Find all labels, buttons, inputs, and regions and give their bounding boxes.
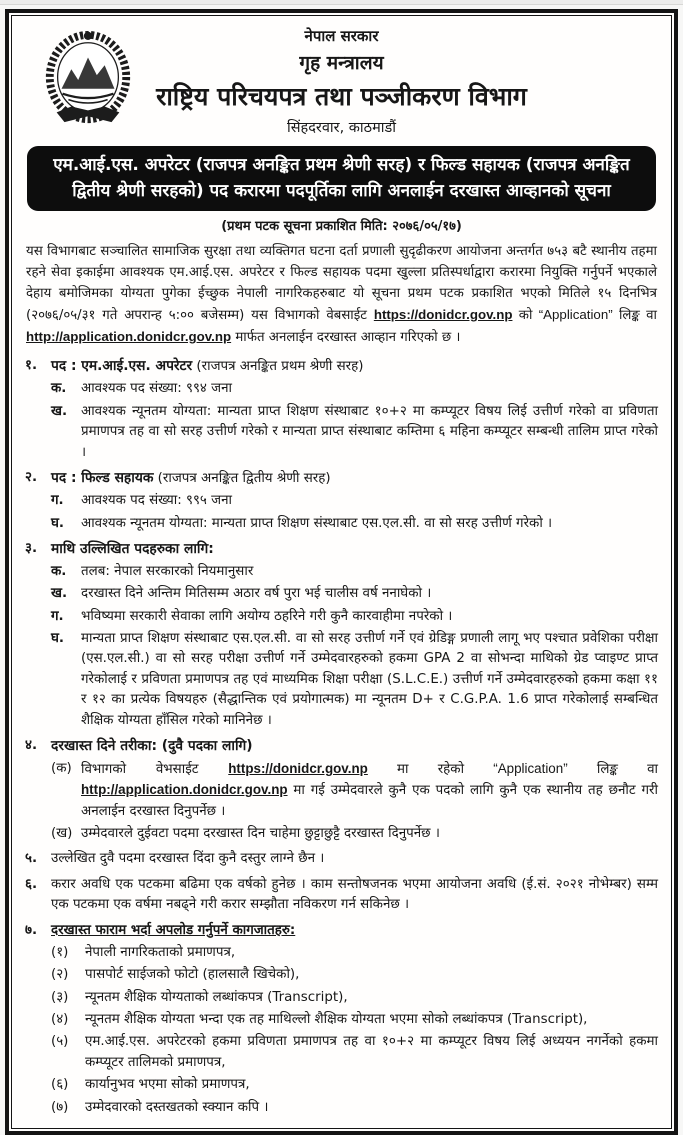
sub-item-letter: ग. (51, 608, 64, 624)
document-inner-border (11, 15, 672, 1129)
item-2-heading: पद : फिल्ड सहायक (राजपत्र अनङ्कित द्वितीय श्रेणी सरह) (51, 469, 331, 486)
item-number: ५. (25, 851, 38, 867)
list-item-6 (25, 875, 658, 916)
sub-item-letter: ख. (51, 586, 68, 602)
intro-text-3: मार्फत अनलाईन दरखास्त आव्हान गरिएको छ । (231, 330, 461, 345)
apply-method-clause: विभागको वेभसाईट https://donidcr.gov.np मा रहेको “Application” लिङ्क वा http://application.donidcr.gov.np मा गई उम्मेदवारले कुनै एक पदको लागि कुनै एक स्थानीय तह छनौट गरी अनलाईन दरखास्त दिनुपर्नेछ । (81, 760, 658, 819)
nepal-emblem-icon (37, 30, 139, 128)
post-name-mis-operator: एम.आई.एस. अपरेटर (81, 358, 193, 374)
list-item-7 (25, 921, 658, 1118)
document-sheet (5, 9, 678, 1135)
document-requirement (51, 1010, 658, 1030)
sub-item (51, 629, 658, 731)
computer-training-certificate: एम.आई.एस. अपरेटरको हकमा प्रविणता प्रमाणपत्र तह वा १०+२ मा कम्प्यूटर विषय लिई अध्ययन नगर्नेको हकमा कम्प्यूटर तालिमको प्रमाणपत्र, (85, 1034, 658, 1070)
ministry-name: गृह मन्त्रालय (299, 52, 384, 74)
government-name: नेपाल सरकार (304, 27, 379, 45)
transcript-higher: न्यूनतम शैक्षिक योग्यता भन्दा एक तह माथिल्लो शैक्षिक योग्यता भएमा सोको लब्धांकपत्र (Transcript), (85, 1012, 588, 1028)
sub-item-letter: (क) (51, 760, 72, 776)
experience-certificate: कार्यानुभव भएमा सोको प्रमाणपत्र, (85, 1077, 250, 1093)
item-number: २. (25, 469, 38, 485)
sub-item (51, 824, 658, 844)
document-requirement (51, 943, 658, 963)
age-clause: दरखास्त दिने अन्तिम मितिसम्म अठार वर्ष पुरा भई चालीस वर्ष ननाघेको । (81, 586, 432, 602)
documents-heading: दरखास्त फाराम भर्दा अपलोड गर्नुपर्ने कागजातहरु: (51, 922, 296, 938)
passport-photo: पासपोर्ट साईजको फोटो (हालसालै खिचेको), (85, 967, 300, 983)
item-number: १. (25, 358, 38, 373)
contract-period-clause: करार अवधि एक पटकमा बढिमा एक वर्षको हुनेछ । काम सन्तोषजनक भएमा आयोजना अवधि (ई.सं. २०२१ नोभेम्बर) सम्म एक पटकमा एक वर्षमा नबढ्ने गरी करार सम्झौता नविकरण गर्न सकिनेछ । (51, 876, 658, 913)
sub-item (51, 584, 658, 604)
scan-edge-strip (0, 0, 683, 5)
item-4-heading: दरखास्त दिने तरीका: (दुवै पदका लागि) (51, 737, 253, 754)
sub-item-letter: ख. (51, 403, 68, 419)
application-portal-link[interactable]: http://application.donidcr.gov.np (81, 782, 288, 798)
doc-number: (३) (51, 989, 69, 1005)
item-number: ७. (25, 922, 38, 938)
item-body (51, 468, 658, 534)
document-requirement (51, 1075, 658, 1095)
sub-item-letter: क. (51, 381, 67, 397)
item-body (51, 921, 658, 1118)
list-item-3 (25, 539, 658, 731)
transcript-minimum: न्यूनतम शैक्षिक योग्यताको लब्धांकपत्र (Transcript), (85, 989, 348, 1005)
nepal-emblem-graphic (37, 30, 139, 128)
item-number: ४. (25, 737, 38, 753)
sub-item-letter: घ. (51, 631, 65, 647)
published-date-line: (प्रथम पटक सूचना प्रकाशित मिति: २०७६/०५/१७) (221, 219, 462, 234)
item-body (51, 736, 658, 844)
qualification-mis: आवश्यक न्यूनतम योग्यता: मान्यता प्राप्त शिक्षण संस्थाबाट १०+२ मा कम्प्यूटर विषय लिई उत्तीर्ण गरेको वा प्रविणता प्रमाणपत्र तह वा सो सरह उत्तीर्ण गरेको र मान्यता प्राप्त संस्थाबाट कम्तिमा ६ महिना कम्प्यूटर सम्बन्धी तालिम प्राप्त गरेको । (81, 403, 658, 460)
sub-item (51, 514, 658, 534)
application-portal-link[interactable]: http://application.donidcr.gov.np (26, 329, 232, 344)
notice-title-banner (27, 146, 656, 211)
item-1-heading: पद : एम.आई.एस. अपरेटर (राजपत्र अनङ्कित प्रथम श्रेणी सरह) (51, 358, 364, 374)
document-requirement (51, 965, 658, 985)
list-item-2 (25, 468, 658, 534)
notice-title-text: एम.आई.एस. अपरेटर (राजपत्र अनङ्कित प्रथम श्रेणी सरह) र फिल्ड सहायक (राजपत्र अनङ्कित द्वितीय श्रेणी सरहको) पद करारमा पदपूर्तिका लागि अनलाईन दरखास्त आव्हानको सूचना (53, 155, 630, 201)
item-number: ३. (25, 541, 38, 556)
department-address: सिंहदरवार, काठमाडौं (286, 120, 397, 136)
salary-clause: तलब: नेपाल सरकारको नियमानुसार (81, 563, 254, 579)
item-body (51, 356, 658, 463)
citizenship-certificate: नेपाली नागरिकताको प्रमाणपत्र, (85, 944, 236, 960)
doc-number: (४) (51, 1012, 69, 1028)
doc-number: (६) (51, 1077, 69, 1093)
intro-text-2: को “Application” लिङ्क वा (512, 307, 657, 322)
document-header (25, 22, 658, 139)
sub-item-letter: (ख) (51, 826, 73, 842)
doc-number: (१) (51, 944, 69, 960)
signature-scan-copy: उम्मेदवारको दस्तखतको स्क्यान कपि । (85, 1099, 269, 1115)
doc-number: (५) (51, 1034, 69, 1050)
sub-item-letter: ग. (51, 493, 64, 509)
qualification-field: आवश्यक न्यूनतम योग्यता: मान्यता प्राप्त शिक्षण संस्थाबाट एस.एल.सी. वा सो सरह उत्तीर्ण गरेको । (81, 515, 553, 531)
intro-paragraph (26, 241, 657, 348)
sub-item-letter: घ. (51, 515, 65, 531)
document-requirement (51, 1032, 658, 1073)
list-item-4 (25, 736, 658, 844)
donidcr-website-link[interactable]: https://donidcr.gov.np (373, 307, 513, 322)
disqualification-clause: भविष्यमा सरकारी सेवाका लागि अयोग्य ठहरिने गरी कुनै कारवाहीमा नपरेको । (81, 608, 453, 624)
item-number: ६. (25, 876, 38, 892)
sub-item (51, 402, 658, 463)
list-item-5 (25, 849, 658, 869)
list-item-1 (25, 356, 658, 463)
intro-text-1: यस विभागबाट सञ्चालित सामाजिक सुरक्षा तथा व्यक्तिगत घटना दर्ता प्रणाली सुदृढीकरण आयोजना अन्तर्गत ७५३ बटै स्थानीय तहमा रहने सेवा इकाईमा आवश्यक एम.आई.एस. अपरेटर र फिल्ड सहायक पदमा खुल्ला प्रतिस्पर्धाद्वारा करारमा नियुक्ति गर्नुपर्ने भएकाले देहाय बमोजिमका योग्यता पुगेका ईच्छुक नेपाली नागरिकहरुबाट यो सूचना प्रथम पटक प्रकाशित भएको मितिले १५ दिनभित्र (२०७६/०५/३१ गते अपरान्ह ५:०० बजेसम्म) यस विभागको वेबसाईट (26, 244, 657, 323)
donidcr-website-link[interactable]: https://donidcr.gov.np (228, 760, 368, 776)
sub-item-letter: क. (51, 563, 67, 579)
sub-item (51, 607, 658, 627)
department-name: राष्ट्रिय परिचयपत्र तथा पञ्जीकरण विभाग (156, 82, 527, 111)
item-body (51, 539, 658, 731)
doc-number: (७) (51, 1099, 69, 1115)
sub-item (51, 562, 658, 582)
sub-item (51, 379, 658, 399)
document-requirement (51, 1098, 658, 1118)
required-posts-mis: आवश्यक पद संख्या: ९९४ जना (81, 381, 232, 397)
doc-number: (२) (51, 967, 69, 983)
document-requirement (51, 988, 658, 1008)
item-3-heading: माथि उल्लिखित पदहरुका लागि: (51, 541, 214, 557)
required-posts-field: आवश्यक पद संख्या: ९९५ जना (81, 493, 232, 509)
sub-item (51, 759, 658, 822)
post-name-field-assistant: फिल्ड सहायक (81, 469, 154, 486)
no-fee-clause: उल्लेखित दुवै पदमा दरखास्त दिंदा कुनै दस्तुर लाग्ने छैन । (51, 851, 325, 867)
two-post-apply-clause: उम्मेदवारले दुईवटा पदमा दरखास्त दिन चाहेमा छुट्टाछुट्टै दरखास्त दिनुपर्नेछ । (81, 826, 440, 842)
sub-item (51, 491, 658, 511)
grading-clause: मान्यता प्राप्त शिक्षण संस्थाबाट एस.एल.सी. वा सो सरह उत्तीर्ण गर्ने एवं ग्रेडिङ्ग प्रणाली लागू भए पश्चात प्रवेशिका परीक्षा (एस.एल.सी.) वा सो सरह परीक्षा उत्तीर्ण गर्ने उम्मेदवारहरुको हकमा GPA 2 वा सोभन्दा माथिको ग्रेड प्वाइण्ट प्राप्त गरेकोलाई र प्रविणता प्रमाणपत्र तह एवं माध्यमिक शिक्षा परीक्षा (S.L.C.E.) उत्तीर्ण गर्ने उम्मेदवारहरुको हकमा कक्षा ११ र १२ का प्रत्येक विषयहरु (सैद्धान्तिक एवं प्रयोगात्मक) मा न्यूनतम D+ र C.G.P.A. 1.6 प्राप्त गरेकोलाई सम्बन्धित शैक्षिक योग्यता हाँसिल गरेको मानिनेछ । (81, 631, 658, 728)
